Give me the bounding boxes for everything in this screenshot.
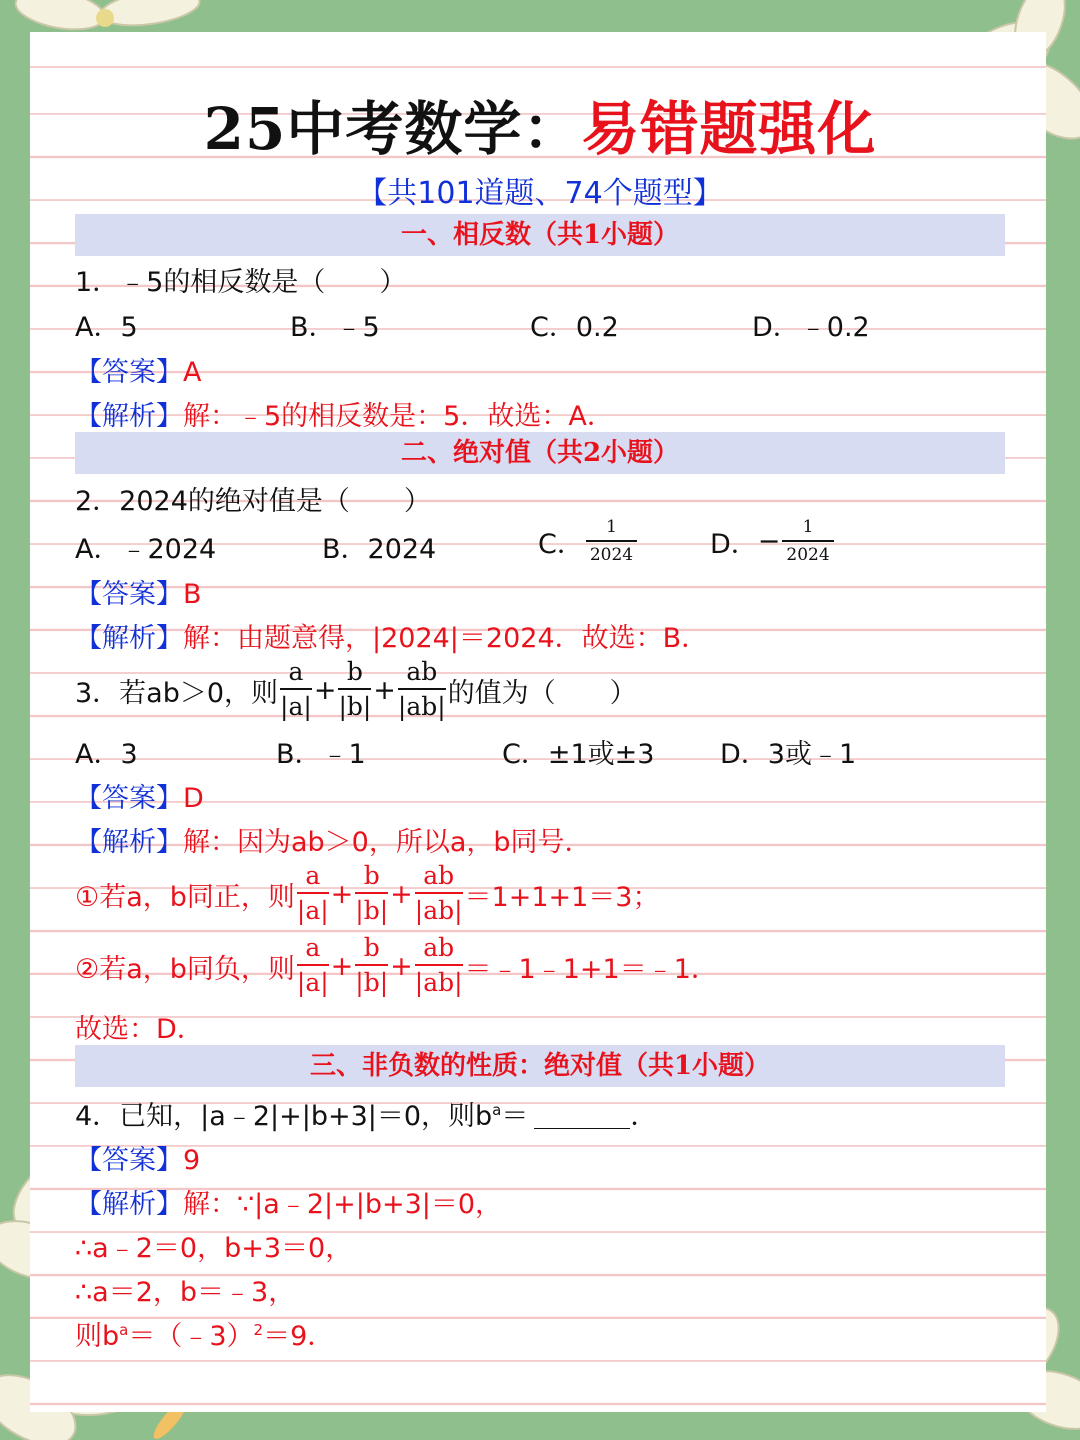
question-2-stem: 2．2024的绝对值是（ ）	[75, 486, 431, 517]
fraction-numerator: b	[355, 862, 388, 894]
q1-option-a: A．5	[75, 312, 138, 343]
q3-option-c: C．±1或±3	[502, 739, 655, 770]
q3-conclusion: 故选：D．	[75, 1014, 204, 1045]
plus-sign: +	[390, 878, 413, 910]
case-2-post: ＝﹣1﹣1+1＝﹣1．	[464, 953, 718, 985]
fraction-numerator: a	[297, 862, 329, 894]
fraction-denominator: |ab|	[414, 896, 463, 925]
line-4-sup-a: a	[119, 1321, 129, 1339]
fraction-denominator: |a|	[280, 692, 312, 721]
analysis-label: 【解析】	[75, 827, 183, 858]
answer-label: 【答案】	[75, 357, 183, 388]
fraction-denominator: 2024	[786, 545, 830, 565]
answer-label: 【答案】	[75, 579, 183, 610]
q3-answer	[75, 776, 204, 815]
plus-sign: +	[330, 878, 354, 910]
case-1-post: ＝1+1+1＝3；	[464, 881, 660, 913]
q2-option-d-label: D．	[710, 528, 758, 560]
analysis-text: 解：∵|a﹣2|+|b+3|＝0，	[183, 1189, 503, 1220]
q3-case-2	[75, 934, 718, 998]
q2-option-c	[538, 516, 639, 566]
fraction-denominator: |a|	[296, 968, 329, 997]
fraction-numerator: b	[338, 658, 371, 690]
question-4-stem	[75, 1094, 657, 1133]
case-1-pre: ①若a，b同正，则	[75, 881, 295, 913]
case-2-fraction-a	[297, 934, 329, 998]
case-2-pre: ②若a，b同负，则	[75, 953, 295, 985]
q3-case-1	[75, 862, 660, 926]
q4-analysis-line-3: ∴a＝2，b＝﹣3，	[75, 1277, 296, 1308]
q2-answer	[75, 572, 202, 611]
q3-stem-post: 的值为（ ）	[447, 677, 637, 709]
case-2-fraction-ab	[415, 934, 463, 998]
question-3-stem	[75, 658, 637, 722]
answer-blank	[534, 1106, 630, 1129]
section-header-1: 一、相反数（共1小题）	[75, 214, 1005, 256]
q3-option-d: D．3或﹣1	[720, 739, 857, 770]
fraction-numerator: ab	[415, 934, 463, 966]
case-1-fraction-ab	[415, 862, 463, 926]
fraction-numerator: 1	[586, 516, 637, 542]
analysis-text: 解：由题意得，|2024|＝2024．故选：B．	[183, 623, 709, 654]
q3-fraction-ab	[398, 658, 446, 722]
page-title	[0, 82, 1080, 166]
analysis-label: 【解析】	[75, 1189, 183, 1220]
plus-sign: +	[390, 950, 413, 982]
case-1-fraction-a	[297, 862, 329, 926]
q2-option-c-fraction	[586, 516, 637, 566]
answer-value: A	[183, 357, 202, 388]
analysis-label: 【解析】	[75, 623, 183, 654]
page-subtitle: 【共101道题、74个题型】	[357, 176, 723, 211]
q1-option-c: C．0.2	[530, 312, 619, 343]
q4-stem-superscript: a	[492, 1101, 502, 1119]
q2-option-c-label: C．	[538, 528, 584, 560]
fraction-numerator: a	[297, 934, 329, 966]
case-1-fraction-b	[355, 862, 388, 926]
fraction-denominator: |b|	[355, 968, 389, 997]
q1-option-b: B．﹣5	[290, 312, 380, 343]
q2-option-b: B．2024	[322, 534, 437, 565]
analysis-text: 解：﹣5的相反数是：5．故选：A．	[183, 401, 614, 432]
q2-option-a: A．﹣2024	[75, 534, 217, 565]
fraction-numerator: 1	[782, 516, 833, 542]
plus-sign: +	[373, 674, 396, 706]
fraction-denominator: 2024	[589, 545, 634, 565]
q3-fraction-b	[338, 658, 371, 722]
plus-sign: +	[330, 950, 354, 982]
q4-stem-pre: 4．已知，|a﹣2|+|b+3|＝0，则b	[75, 1101, 493, 1132]
q1-answer	[75, 350, 201, 389]
fraction-numerator: a	[280, 658, 312, 690]
case-2-fraction-b	[355, 934, 388, 998]
q3-option-b: B．﹣1	[276, 739, 366, 770]
fraction-denominator: |a|	[296, 896, 329, 925]
fraction-numerator: ab	[415, 862, 463, 894]
q3-stem-pre: 3．若ab＞0，则	[75, 677, 279, 709]
q1-option-d: D．﹣0.2	[752, 312, 870, 343]
analysis-label: 【解析】	[75, 401, 183, 432]
q4-analysis-line-4	[75, 1314, 334, 1353]
q3-analysis	[75, 820, 592, 859]
q4-analysis	[75, 1182, 502, 1221]
q4-answer	[75, 1138, 200, 1177]
section-header-2: 二、绝对值（共2小题）	[75, 432, 1005, 474]
fraction-numerator: b	[355, 934, 388, 966]
line-4-sup-2: 2	[253, 1321, 264, 1339]
fraction-denominator: |ab|	[414, 968, 463, 997]
fraction-denominator: |b|	[338, 692, 372, 721]
fraction-denominator: |b|	[355, 896, 389, 925]
q2-option-d-sign: −	[757, 525, 781, 557]
line-4-post: ＝9．	[263, 1321, 335, 1352]
title-black-part: 25中考数学：	[203, 95, 582, 163]
answer-value: D	[183, 783, 204, 814]
section-header-3: 三、非负数的性质：绝对值（共1小题）	[75, 1045, 1005, 1087]
q3-option-a: A．3	[75, 739, 138, 770]
answer-label: 【答案】	[75, 1145, 183, 1176]
q2-analysis	[75, 616, 708, 655]
analysis-text: 解：因为ab＞0，所以a，b同号．	[183, 827, 592, 858]
title-red-part: 易错题强化	[581, 95, 877, 163]
answer-value: 9	[183, 1145, 201, 1176]
q3-fraction-a	[280, 658, 312, 722]
answer-value: B	[183, 579, 202, 610]
q1-analysis	[75, 394, 614, 433]
q2-option-d	[710, 516, 836, 566]
q4-analysis-line-2: ∴a﹣2＝0，b+3＝0，	[75, 1233, 353, 1264]
q4-stem-post: ．	[630, 1101, 658, 1132]
fraction-numerator: ab	[398, 658, 446, 690]
answer-label: 【答案】	[75, 783, 183, 814]
line-4-mid: ＝（﹣3）	[128, 1321, 254, 1352]
q4-stem-mid: ＝	[501, 1101, 529, 1132]
fraction-denominator: |ab|	[397, 692, 446, 721]
line-4-pre: 则b	[75, 1321, 120, 1352]
q2-option-d-fraction	[782, 516, 833, 566]
plus-sign: +	[313, 674, 337, 706]
question-1-stem: 1．﹣5的相反数是（ ）	[75, 267, 407, 298]
